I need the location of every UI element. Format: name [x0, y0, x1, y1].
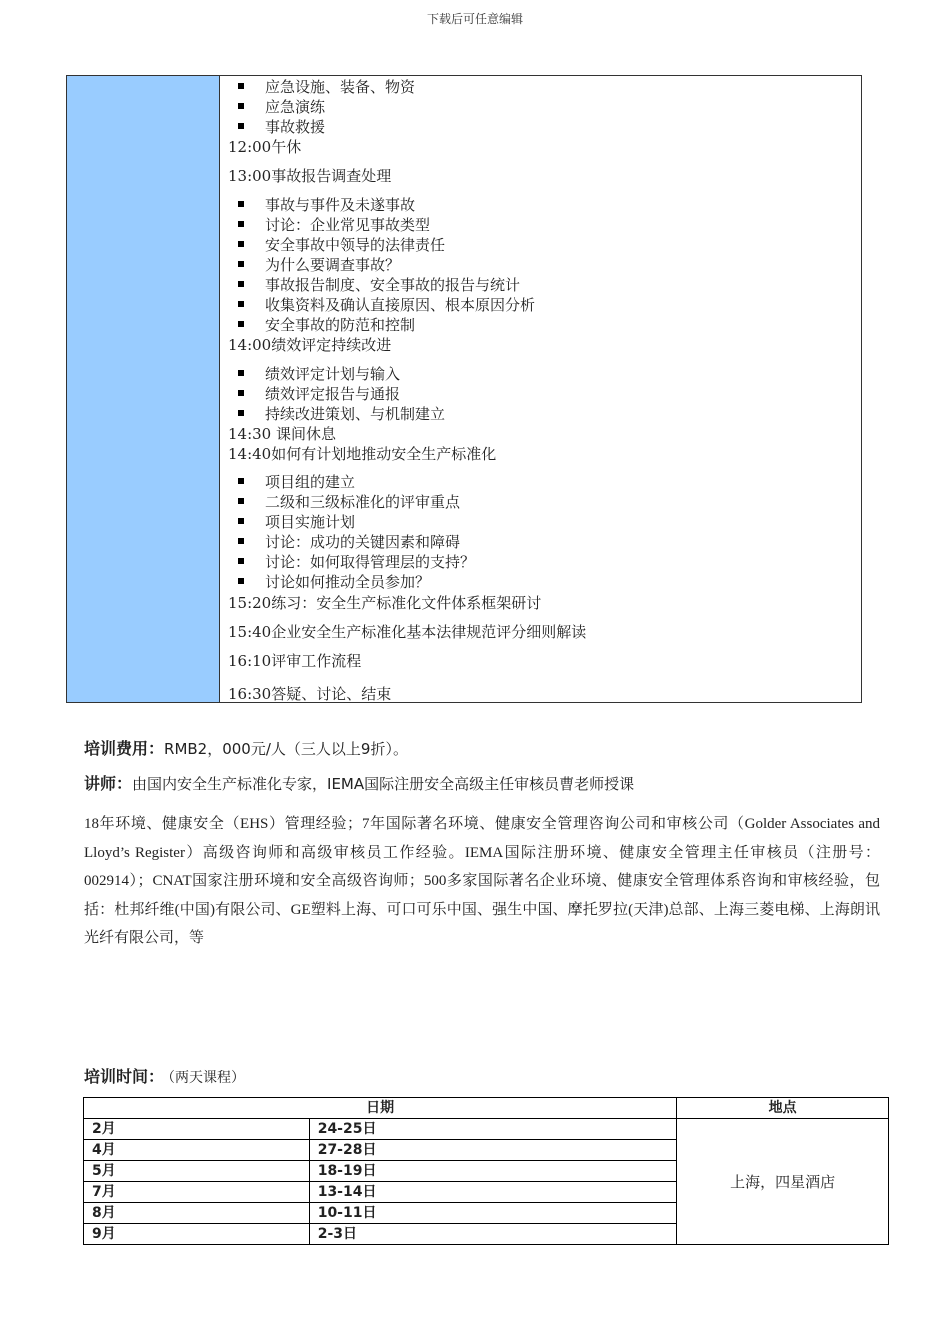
month-cell: 7月 [84, 1182, 310, 1203]
bullet-icon [238, 221, 244, 227]
bullet-icon [238, 321, 244, 327]
training-time-label: 培训时间： [84, 1067, 165, 1086]
days-cell: 13-14日 [309, 1182, 677, 1203]
bullet-item: 应急演练 [238, 97, 325, 117]
training-time-heading [84, 1066, 245, 1089]
schedule-time-1300: 13:00事故报告调查处理 [228, 167, 392, 185]
bullet-item: 项目组的建立 [238, 472, 355, 492]
bullet-icon [238, 478, 244, 484]
training-time-sub: （两天课程） [168, 1070, 246, 1086]
training-fee [84, 738, 408, 760]
bullet-icon [238, 83, 244, 89]
bullet-item: 讨论如何推动全员参加？ [238, 572, 430, 592]
days-cell: 27-28日 [309, 1140, 677, 1161]
bullet-item: 讨论：如何取得管理层的支持？ [238, 552, 475, 572]
days-cell: 10-11日 [309, 1203, 677, 1224]
header-date: 日期 [84, 1098, 677, 1119]
bullet-icon [238, 538, 244, 544]
bullet-item: 二级和三级标准化的评审重点 [238, 492, 460, 512]
bullet-icon [238, 281, 244, 287]
month-cell: 2月 [84, 1119, 310, 1140]
schedule-time-1400: 14:00绩效评定持续改进 [228, 336, 392, 354]
schedule-time-1200: 12:00午休 [228, 138, 302, 156]
schedule-time-1440: 14:40如何有计划地推动安全生产标准化 [228, 445, 497, 463]
training-fee-text: RMB2，000元/人（三人以上9折）。 [164, 740, 408, 758]
days-cell: 24-25日 [309, 1119, 677, 1140]
month-cell: 5月 [84, 1161, 310, 1182]
bullet-icon [238, 123, 244, 129]
bullet-item: 收集资料及确认直接原因、根本原因分析 [238, 295, 535, 315]
bullet-item: 安全事故中领导的法律责任 [238, 235, 445, 255]
days-cell: 2-3日 [309, 1224, 677, 1245]
schedule-label-column [67, 76, 220, 702]
table-row [84, 1119, 889, 1140]
lecturer-label: 讲师： [84, 774, 133, 793]
schedule-time-1430: 14:30 课间休息 [228, 425, 336, 443]
venue-cell: 上海，四星酒店 [677, 1119, 889, 1245]
training-fee-label: 培训费用： [84, 739, 165, 758]
lecturer-bio: 18年环境、健康安全（EHS）管理经验；7年国际著名环境、健康安全管理咨询公司和审核公司（Golder Associates and Lloyd’s Register）高级咨询师和高级审核员工作经验。IEMA国际注册环境、健康安全管理主任审核员（注册号：002914）；CNAT国家注册环境和安全高级咨询师；500多家国际著名企业环境、健康安全管理体系咨询和审核经验，包括：杜邦纤维(中国)有限公司、GE塑料上海、可口可乐中国、强生中国、摩托罗拉(天津)总部、上海三菱电梯、上海朗讯光纤有限公司，等 [84, 816, 880, 946]
bullet-item: 项目实施计划 [238, 512, 355, 532]
bullet-item: 为什么要调查事故？ [238, 255, 400, 275]
month-cell: 9月 [84, 1224, 310, 1245]
month-cell: 4月 [84, 1140, 310, 1161]
bullet-item: 讨论：成功的关键因素和障碍 [238, 532, 460, 552]
date-table-header [84, 1098, 889, 1119]
bullet-item: 持续改进策划、与机制建立 [238, 404, 445, 424]
bullet-icon [238, 578, 244, 584]
bullet-item: 事故报告制度、安全事故的报告与统计 [238, 275, 520, 295]
bullet-item: 事故救援 [238, 117, 325, 137]
header-venue: 地点 [677, 1098, 889, 1119]
month-cell: 8月 [84, 1203, 310, 1224]
bullet-item: 讨论：企业常见事故类型 [238, 215, 430, 235]
bullet-icon [238, 558, 244, 564]
schedule-time-1610: 16:10评审工作流程 [228, 652, 362, 670]
schedule-time-1520: 15:20练习：安全生产标准化文件体系框架研讨 [228, 594, 542, 612]
bullet-item: 安全事故的防范和控制 [238, 315, 415, 335]
bullet-icon [238, 390, 244, 396]
bullet-item: 绩效评定报告与通报 [238, 384, 400, 404]
lecturer [84, 773, 634, 795]
bullet-item: 事故与事件及未遂事故 [238, 195, 415, 215]
schedule-content [220, 76, 861, 702]
lecturer-text: 由国内安全生产标准化专家，IEMA国际注册安全高级主任审核员曹老师授课 [132, 775, 635, 793]
bullet-icon [238, 370, 244, 376]
bullet-item: 绩效评定计划与输入 [238, 364, 400, 384]
bullet-icon [238, 301, 244, 307]
bullet-icon [238, 410, 244, 416]
schedule-table [66, 75, 862, 703]
date-table [83, 1097, 889, 1245]
bullet-icon [238, 518, 244, 524]
days-cell: 18-19日 [309, 1161, 677, 1182]
schedule-time-1630: 16:30答疑、讨论、结束 [228, 685, 392, 703]
bullet-icon [238, 261, 244, 267]
schedule-time-1540: 15:40企业安全生产标准化基本法律规范评分细则解读 [228, 623, 587, 641]
bullet-icon [238, 103, 244, 109]
bullet-icon [238, 241, 244, 247]
header-note: 下载后可任意编辑 [426, 12, 523, 26]
bullet-item: 应急设施、装备、物资 [238, 77, 415, 97]
bullet-icon [238, 498, 244, 504]
bullet-icon [238, 201, 244, 207]
